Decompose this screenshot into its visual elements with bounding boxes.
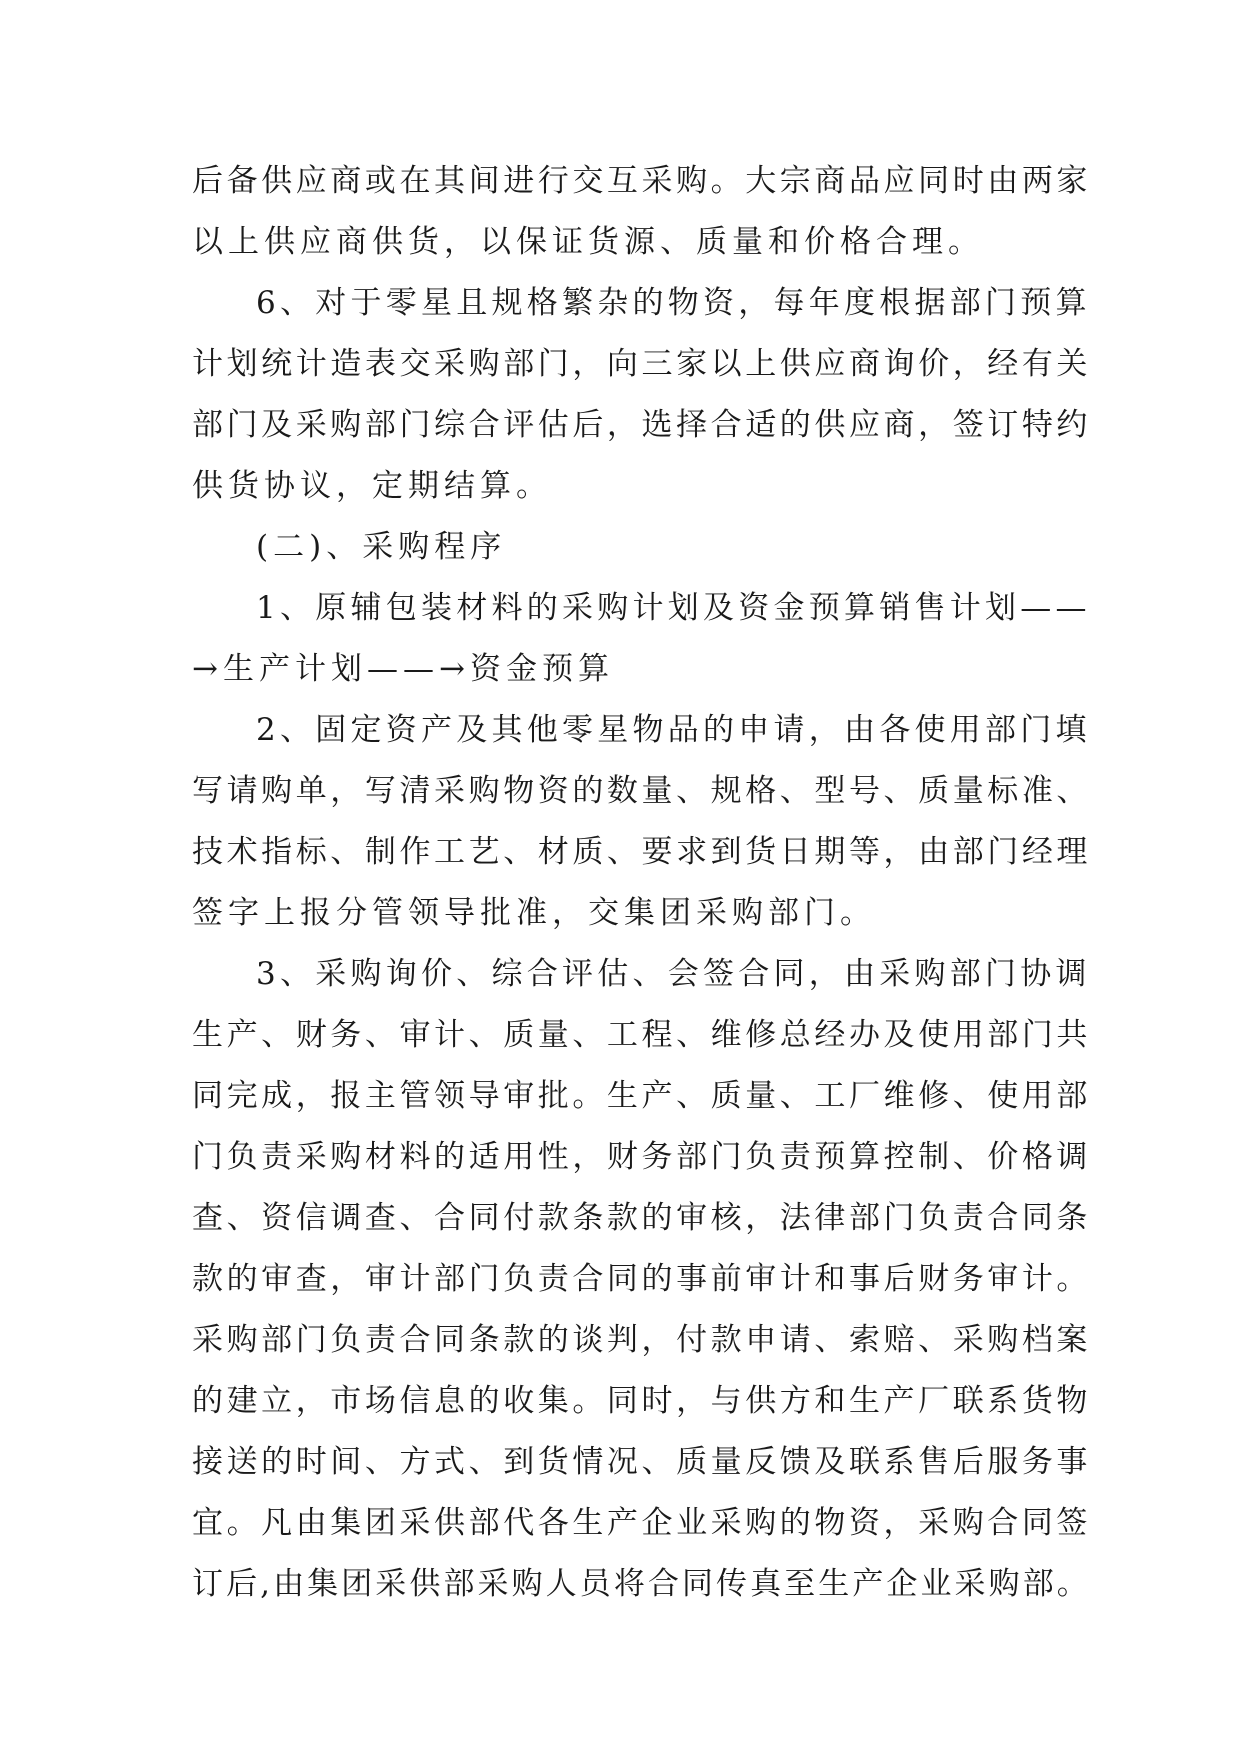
text-line: 同完成，报主管领导审批。生产、质量、工厂维修、使用部: [192, 1078, 1091, 1114]
text-line: 接送的时间、方式、到货情况、质量反馈及联系售后服务事: [192, 1444, 1091, 1480]
text-line: 宜。凡由集团采供部代各生产企业采购的物资，采购合同签: [192, 1505, 1091, 1541]
text-line: 写请购单，写清采购物资的数量、规格、型号、质量标准、: [192, 773, 1091, 809]
text-line: 6、对于零星且规格繁杂的物资，每年度根据部门预算: [256, 285, 1091, 321]
text-line: 查、资信调查、合同付款条款的审核，法律部门负责合同条: [192, 1200, 1091, 1236]
text-line: 以上供应商供货，以保证货源、质量和价格合理。: [192, 224, 984, 260]
text-line: 技术指标、制作工艺、材质、要求到货日期等，由部门经理: [192, 834, 1091, 870]
text-line: 门负责采购材料的适用性，财务部门负责预算控制、价格调: [192, 1139, 1091, 1175]
text-line: →生产计划——→资金预算: [192, 651, 614, 687]
text-line: 生产、财务、审计、质量、工程、维修总经办及使用部门共: [192, 1017, 1091, 1053]
text-line: 部门及采购部门综合评估后，选择合适的供应商，签订特约: [192, 407, 1091, 443]
text-line: 供货协议，定期结算。: [192, 468, 552, 504]
text-line: 签字上报分管领导批准，交集团采购部门。: [192, 895, 876, 931]
text-line: 计划统计造表交采购部门，向三家以上供应商询价，经有关: [192, 346, 1091, 382]
text-line: 后备供应商或在其间进行交互采购。大宗商品应同时由两家: [192, 163, 1091, 199]
text-line: 款的审查，审计部门负责合同的事前审计和事后财务审计。: [192, 1261, 1091, 1297]
text-line: 订后,由集团采供部采购人员将合同传真至生产企业采购部。: [192, 1566, 1091, 1602]
text-line: 2、固定资产及其他零星物品的申请，由各使用部门填: [256, 712, 1091, 748]
section-heading: (二)、采购程序: [256, 529, 507, 565]
text-line: 1、原辅包装材料的采购计划及资金预算销售计划——: [256, 590, 1091, 626]
text-line: 3、采购询价、综合评估、会签合同，由采购部门协调: [256, 956, 1091, 992]
text-line: 的建立，市场信息的收集。同时，与供方和生产厂联系货物: [192, 1383, 1091, 1419]
text-line: 采购部门负责合同条款的谈判，付款申请、索赔、采购档案: [192, 1322, 1091, 1358]
